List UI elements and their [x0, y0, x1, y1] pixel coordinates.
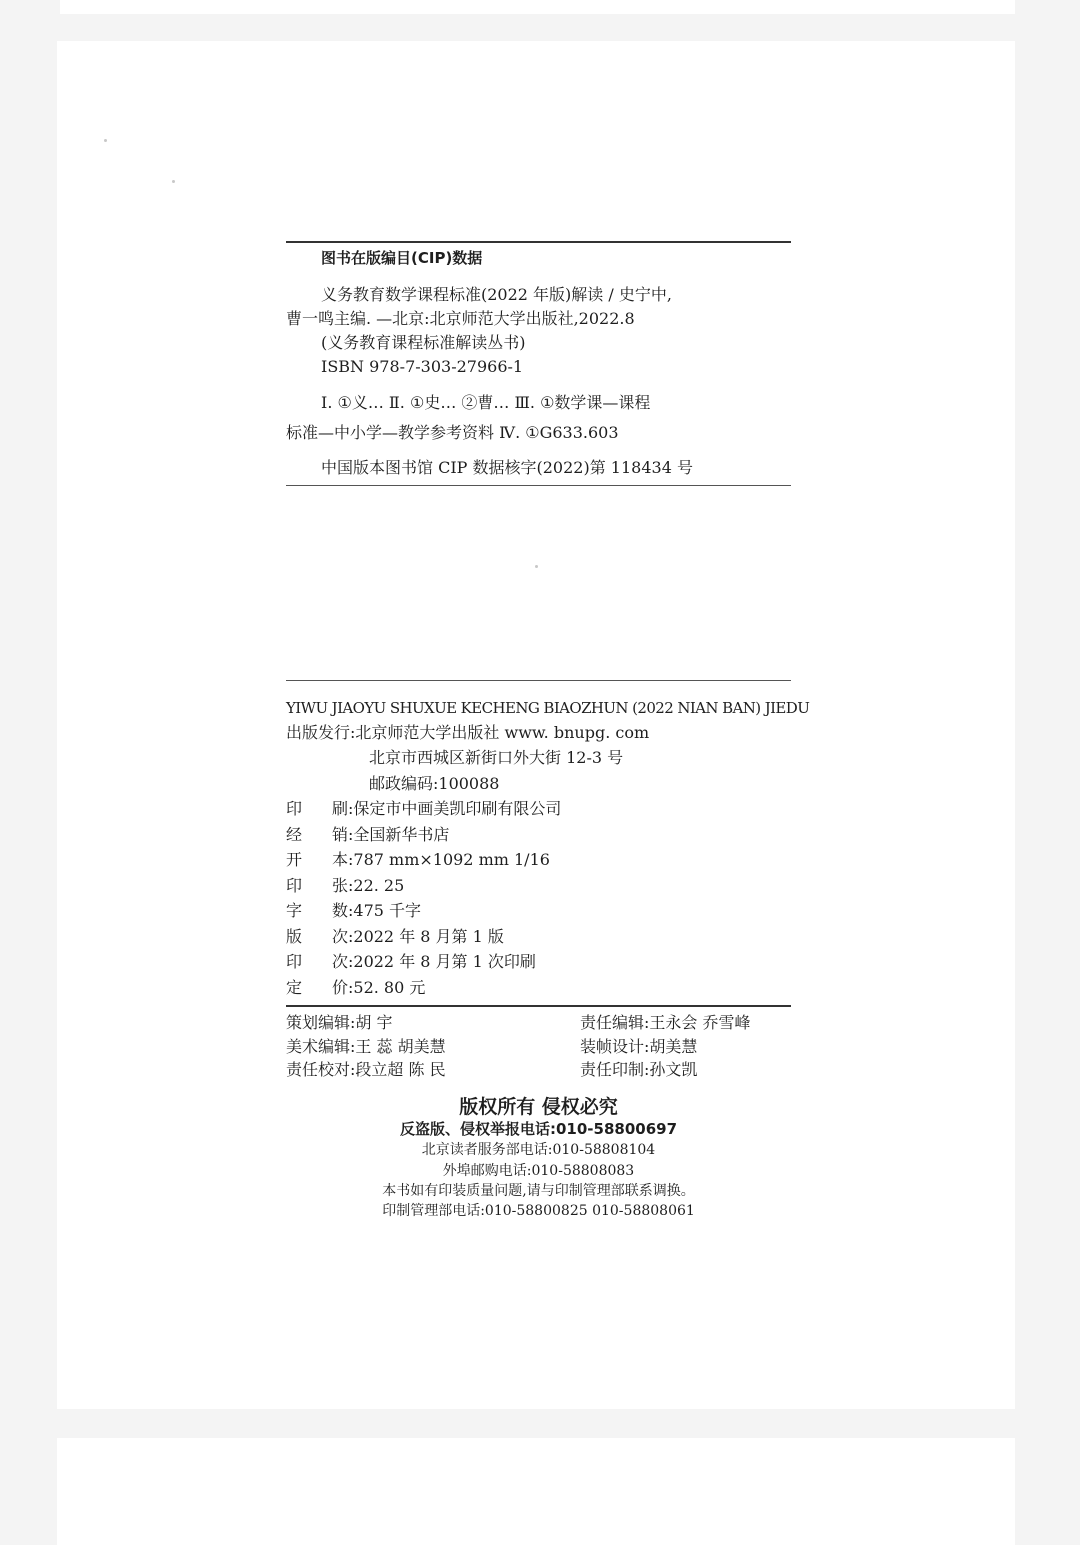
spec-value: :787 mm×1092 mm 1/16	[348, 850, 550, 869]
cip-top-rule	[286, 241, 791, 243]
cip-line: 曹一鸣主编. —北京:北京师范大学出版社,2022.8	[286, 309, 635, 328]
publisher-value: 北京师范大学出版社 www. bnupg. com	[355, 723, 650, 742]
spec-row-edition	[286, 926, 504, 948]
credit-print-manager: 责任印制:孙文凯	[580, 1060, 698, 1079]
spec-value: :52. 80 元	[348, 978, 426, 997]
credits-rule	[286, 1005, 791, 1007]
spec-value: :2022 年 8 月第 1 版	[348, 927, 504, 946]
scan-speck	[104, 139, 107, 142]
spec-row-wordcount	[286, 900, 421, 922]
pinyin-title: YIWU JIAOYU SHUXUE KECHENG BIAOZHUN (2022 NIAN BAN) JIEDU	[286, 699, 810, 717]
cip-line: 中国版本图书馆 CIP 数据核字(2022)第 118434 号	[321, 458, 693, 477]
anti-piracy-phone: 反盗版、侵权举报电话:010-58800697	[399, 1120, 678, 1138]
spec-row-price	[286, 977, 425, 999]
credit-responsible-editor: 责任编辑:王永会 乔雪峰	[580, 1013, 751, 1032]
spec-row-printing	[286, 798, 561, 820]
mail-order-phone: 外埠邮购电话:010-58808083	[442, 1163, 635, 1179]
spec-label: 定价	[286, 978, 348, 997]
publisher-row	[286, 722, 649, 744]
next-page	[57, 1438, 1015, 1545]
publisher-postcode: 邮政编码:100088	[369, 774, 500, 793]
reader-service-phone: 北京读者服务部电话:010-58808104	[421, 1142, 656, 1158]
spec-value: :475 千字	[348, 901, 422, 920]
cip-line: Ⅰ. ①义… Ⅱ. ①史… ②曹… Ⅲ. ①数学课—课程	[321, 393, 651, 412]
spec-label: 印次	[286, 952, 348, 971]
cip-line: (义务教育课程标准解读丛书)	[321, 333, 526, 352]
scan-speck	[535, 565, 538, 568]
previous-page-edge	[60, 0, 1015, 14]
cip-bottom-rule	[286, 485, 791, 486]
scan-speck	[172, 180, 175, 183]
spec-label: 印张	[286, 876, 348, 895]
spec-row-distribution	[286, 824, 449, 846]
spec-row-format	[286, 849, 550, 871]
credit-proofreader: 责任校对:段立超 陈 民	[286, 1060, 446, 1079]
cip-line: ISBN 978-7-303-27966-1	[321, 357, 524, 376]
print-dept-phone: 印制管理部电话:010-58800825 010-58808061	[382, 1203, 695, 1219]
credit-planning-editor: 策划编辑:胡 宇	[286, 1013, 393, 1032]
publisher-address: 北京市西城区新街口外大街 12-3 号	[369, 748, 624, 767]
spec-value: :22. 25	[348, 876, 405, 895]
spec-label: 开本	[286, 850, 348, 869]
spec-value: :保定市中画美凯印刷有限公司	[348, 799, 562, 818]
cip-heading: 图书在版编目(CIP)数据	[321, 249, 483, 267]
copyright-notice: 版权所有 侵权必究	[459, 1096, 618, 1118]
credit-cover-design: 装帧设计:胡美慧	[580, 1037, 698, 1056]
spec-label: 印刷	[286, 799, 348, 818]
spec-label: 字数	[286, 901, 348, 920]
publisher-label: 出版发行:	[286, 723, 356, 742]
spec-row-impression	[286, 951, 536, 973]
spec-value: :全国新华书店	[348, 825, 450, 844]
credit-art-editor: 美术编辑:王 蕊 胡美慧	[286, 1037, 446, 1056]
quality-note: 本书如有印装质量问题,请与印制管理部联系调换。	[382, 1183, 695, 1199]
cip-line: 标准—中小学—教学参考资料 Ⅳ. ①G633.603	[286, 423, 619, 442]
spec-label: 经销	[286, 825, 348, 844]
cip-line: 义务教育数学课程标准(2022 年版)解读 / 史宁中,	[321, 285, 672, 304]
imprint-top-rule	[286, 680, 791, 681]
spec-row-sheets	[286, 875, 404, 897]
spec-value: :2022 年 8 月第 1 次印刷	[348, 952, 536, 971]
spec-label: 版次	[286, 927, 348, 946]
